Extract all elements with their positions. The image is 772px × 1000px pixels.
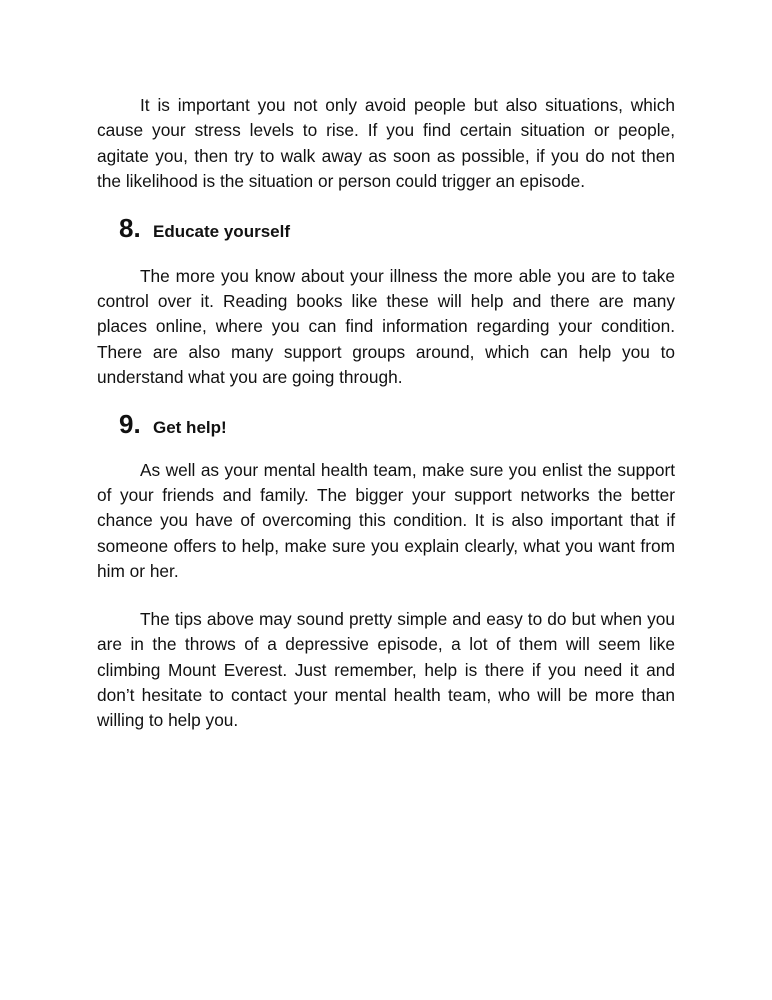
section-8-paragraph: The more you know about your illness the more able you are to take control over it. Reading books like these will help and there are many places online, where you can find information regarding your condition. There are also many support groups around, which can help you to understand what you are going through.: [97, 265, 675, 388]
section-title: Educate yourself: [153, 221, 290, 241]
section-9-paragraph: As well as your mental health team, make sure you enlist the support of your friends and family. The bigger your support networks the better chance you have of overcoming this condition. It is also important that if someone offers to help, make sure you explain clearly, what you want from him or her.: [97, 459, 675, 582]
intro-paragraph: It is important you not only avoid people but also situations, which cause your stress levels to rise. If you find certain situation or people, agitate you, then try to walk away as soon as possible, if you do not then the likelihood is the situation or person could trigger an episode.: [97, 95, 675, 192]
page-content: [97, 93, 675, 734]
closing-paragraph: The tips above may sound pretty simple and easy to do but when you are in the throws of a depressive episode, a lot of them will seem like climbing Mount Everest. Just remember, help is there if you need it and don’t hesitate to contact your mental health team, who will be more than willing to help you.: [97, 608, 675, 731]
section-heading-8: [119, 213, 675, 244]
section-number: 9.: [119, 408, 141, 439]
section-number: 8.: [119, 212, 141, 243]
section-title: Get help!: [153, 417, 227, 437]
section-heading-9: [119, 409, 675, 440]
